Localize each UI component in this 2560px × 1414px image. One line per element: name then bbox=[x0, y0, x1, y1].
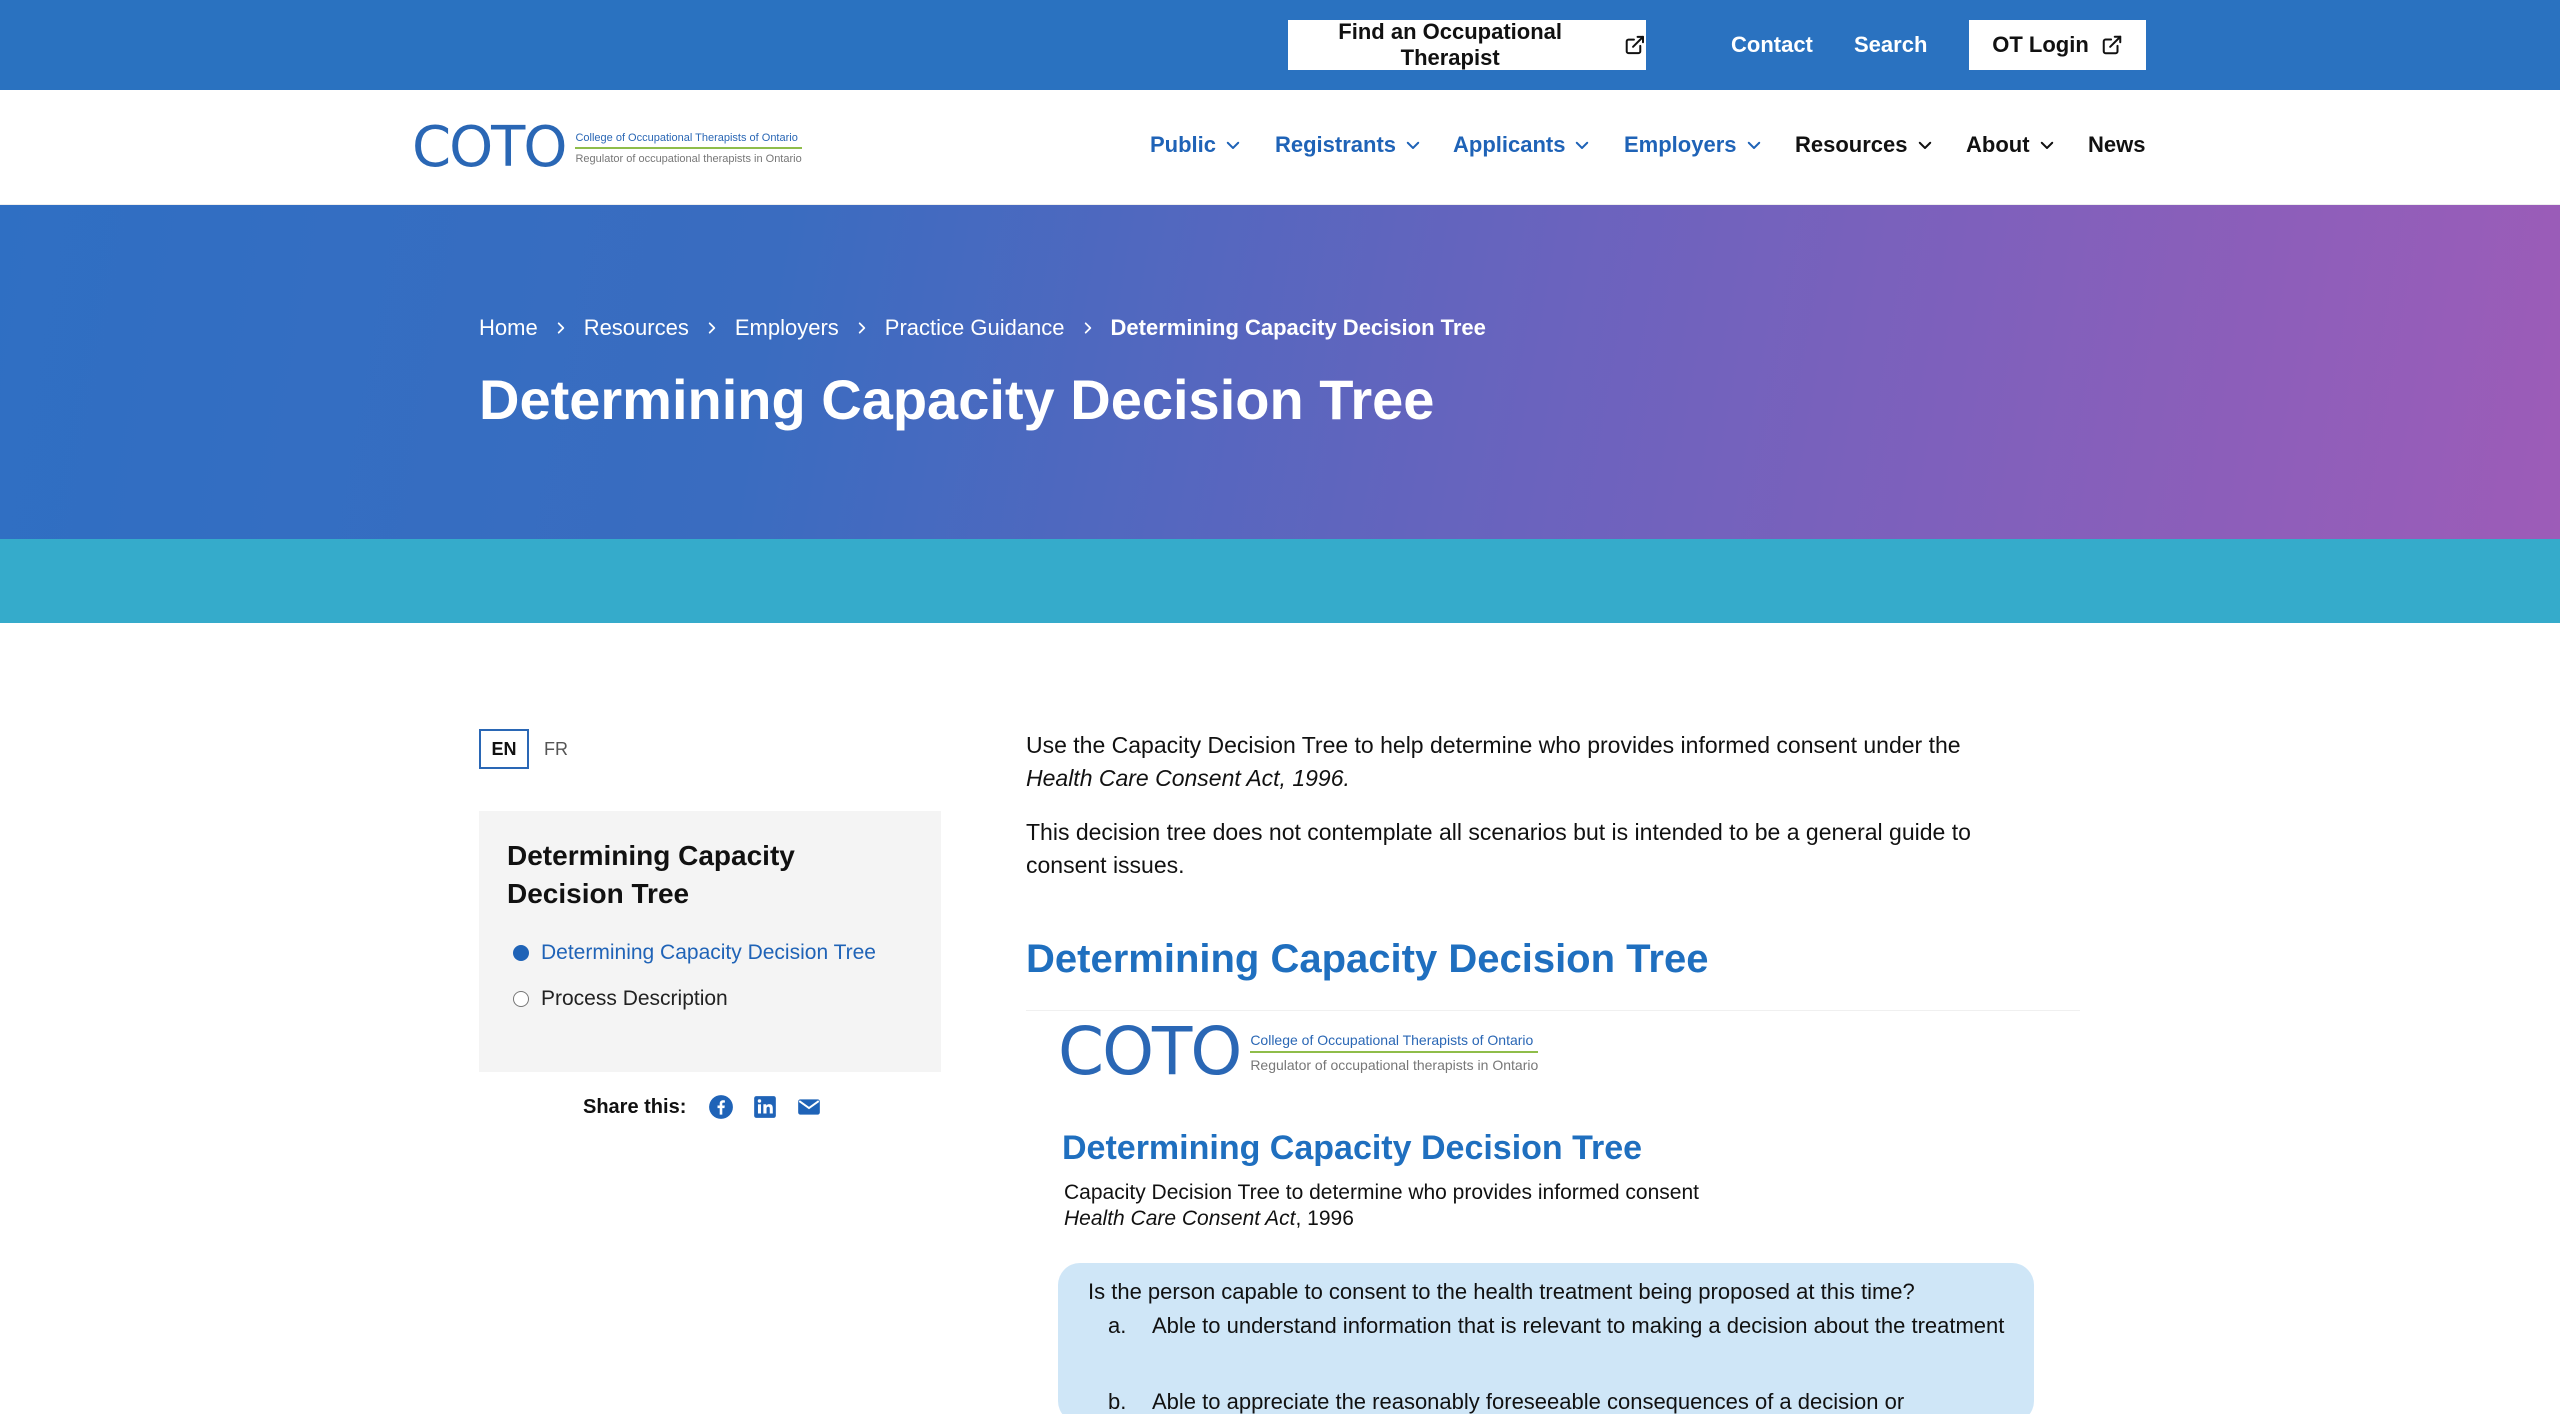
nav-about-label: About bbox=[1966, 132, 2030, 157]
criterion-a-label: a. bbox=[1108, 1313, 1127, 1338]
external-link-icon bbox=[2101, 34, 2123, 56]
logo-mark: COTO bbox=[1058, 1013, 1241, 1090]
active-dot-icon bbox=[513, 945, 529, 961]
coto-logo[interactable] bbox=[412, 115, 802, 180]
sidebar-link-label: Determining Capacity Decision Tree bbox=[541, 941, 876, 964]
intro-act-name: Health Care Consent Act, 1996. bbox=[1026, 765, 1350, 791]
nav-registrants-label: Registrants bbox=[1275, 132, 1397, 157]
document-act-name: Health Care Consent Act bbox=[1064, 1207, 1296, 1230]
breadcrumb-practice-guidance[interactable]: Practice Guidance bbox=[884, 315, 1065, 340]
document-act-year: , 1996 bbox=[1295, 1207, 1354, 1230]
section-title: Determining Capacity Decision Tree bbox=[1026, 937, 1709, 981]
scope-paragraph: This decision tree does not contemplate all scenarios but is intended to be a general guide to consent issues. bbox=[1026, 819, 1971, 878]
email-icon[interactable] bbox=[796, 1094, 822, 1120]
teal-band bbox=[0, 539, 2560, 623]
ot-login-button[interactable] bbox=[1969, 20, 2146, 70]
nav-news[interactable] bbox=[2088, 132, 2145, 158]
logo-line1: College of Occupational Therapists of Ontario bbox=[575, 132, 801, 149]
inactive-dot-icon bbox=[513, 991, 529, 1007]
page-title: Determining Capacity Decision Tree bbox=[479, 368, 1435, 431]
external-link-icon bbox=[1624, 34, 1646, 56]
search-link[interactable]: Search bbox=[1854, 32, 1928, 57]
page-hero bbox=[0, 205, 2560, 539]
intro-paragraph bbox=[1026, 729, 2026, 795]
breadcrumb bbox=[479, 315, 1486, 341]
breadcrumb-employers[interactable]: Employers bbox=[734, 315, 839, 340]
chevron-down-icon bbox=[1573, 136, 1591, 154]
breadcrumb-current: Determining Capacity Decision Tree bbox=[1110, 315, 1486, 340]
criterion-b-label: b. bbox=[1108, 1389, 1127, 1414]
page-sidebar bbox=[479, 811, 941, 1072]
intro-text: Use the Capacity Decision Tree to help determine who provides informed consent under the bbox=[1026, 732, 1961, 758]
sidebar-link-decision-tree[interactable] bbox=[513, 941, 876, 965]
share-label: Share this: bbox=[583, 1095, 687, 1118]
logo-line2: Regulator of occupational therapists in Ontario bbox=[1250, 1056, 1539, 1073]
sidebar-link-process-description[interactable] bbox=[513, 987, 728, 1011]
decision-tree-document bbox=[1026, 1010, 2080, 1414]
nav-about[interactable] bbox=[1966, 132, 2056, 158]
nav-news-label: News bbox=[2088, 132, 2146, 157]
criterion-a-text: Able to understand information that is relevant to making a decision about the treatment bbox=[1152, 1313, 2005, 1338]
share-bar bbox=[583, 1094, 822, 1120]
nav-employers-label: Employers bbox=[1624, 132, 1737, 157]
document-title: Determining Capacity Decision Tree bbox=[1062, 1129, 1643, 1167]
language-en-button[interactable]: EN bbox=[479, 729, 529, 769]
nav-registrants[interactable] bbox=[1275, 132, 1422, 158]
criterion-b-text: Able to appreciate the reasonably foreseeable consequences of a decision or bbox=[1152, 1389, 1905, 1414]
facebook-icon[interactable] bbox=[708, 1094, 734, 1120]
ot-login-label: OT Login bbox=[1992, 32, 2089, 57]
nav-resources-label: Resources bbox=[1795, 132, 1908, 157]
nav-public-label: Public bbox=[1150, 132, 1217, 157]
logo-line1: College of Occupational Therapists of Ontario bbox=[1250, 1032, 1538, 1053]
capacity-question-box bbox=[1058, 1263, 2034, 1414]
nav-resources[interactable] bbox=[1795, 132, 1934, 158]
logo-line2: Regulator of occupational therapists in Ontario bbox=[575, 152, 802, 165]
logo-text bbox=[1250, 1032, 1538, 1073]
sidebar-title: Determining Capacity Decision Tree bbox=[507, 840, 795, 909]
document-act bbox=[1064, 1207, 1354, 1231]
chevron-right-icon bbox=[705, 321, 719, 335]
capacity-question: Is the person capable to consent to the health treatment being proposed at this time? bbox=[1088, 1279, 1915, 1304]
document-logo bbox=[1058, 1013, 1539, 1090]
chevron-down-icon bbox=[1404, 136, 1422, 154]
criterion-b bbox=[1108, 1387, 2008, 1414]
criterion-a bbox=[1108, 1311, 2008, 1340]
nav-employers[interactable] bbox=[1624, 132, 1763, 158]
logo-mark: COTO bbox=[412, 115, 566, 180]
nav-applicants-label: Applicants bbox=[1453, 132, 1566, 157]
language-fr-button[interactable]: FR bbox=[544, 738, 568, 759]
breadcrumb-resources[interactable]: Resources bbox=[583, 315, 689, 340]
logo-text bbox=[575, 132, 801, 165]
chevron-down-icon bbox=[1745, 136, 1763, 154]
chevron-right-icon bbox=[1081, 321, 1095, 335]
nav-public[interactable] bbox=[1150, 132, 1242, 158]
find-ot-button[interactable] bbox=[1288, 20, 1646, 70]
document-subtitle: Capacity Decision Tree to determine who provides informed consent bbox=[1064, 1181, 1699, 1204]
chevron-down-icon bbox=[1224, 136, 1242, 154]
sidebar-link-label: Process Description bbox=[541, 987, 728, 1010]
chevron-down-icon bbox=[1916, 136, 1934, 154]
site-header bbox=[0, 90, 2560, 205]
nav-applicants[interactable] bbox=[1453, 132, 1591, 158]
breadcrumb-home[interactable]: Home bbox=[479, 315, 538, 340]
contact-link[interactable]: Contact bbox=[1731, 32, 1813, 57]
chevron-right-icon bbox=[855, 321, 869, 335]
utility-bar bbox=[0, 0, 2560, 90]
chevron-right-icon bbox=[554, 321, 568, 335]
find-ot-label: Find an Occupational Therapist bbox=[1338, 19, 1562, 70]
linkedin-icon[interactable] bbox=[752, 1094, 778, 1120]
chevron-down-icon bbox=[2038, 136, 2056, 154]
